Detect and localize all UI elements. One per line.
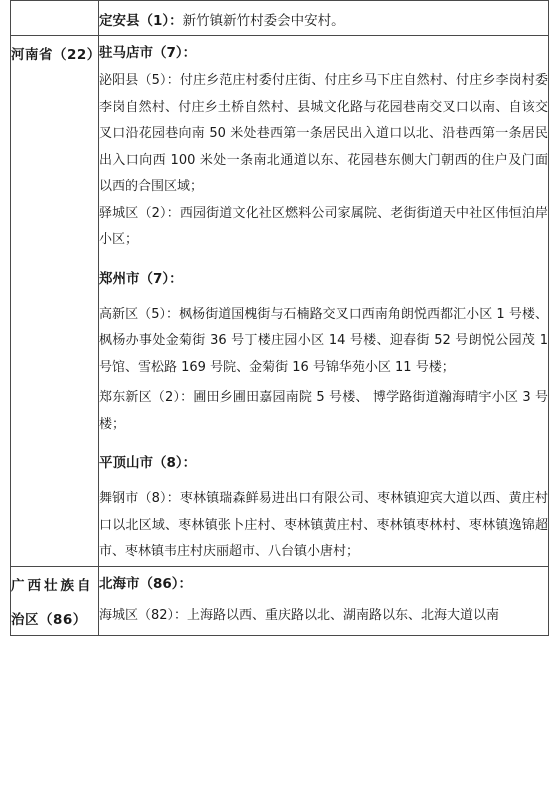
city-text-dingan: 新竹镇新竹村委会中安村。 bbox=[182, 13, 345, 29]
district-text: 枫杨街道国槐街与石楠路交叉口西南角朗悦西都汇小区 1 号楼、枫杨办事处金菊街 36 号丁楼庄园小区 14 号楼、迎春街 52 号朗悦公园茂 1 号馆、雪松路 169 号院、金菊街 16 号锦华苑小区 11 号楼； bbox=[99, 306, 548, 375]
content-cell-guangxi bbox=[99, 566, 549, 635]
content-cell-dingan bbox=[99, 1, 549, 36]
city-name-pingdingshan: 平顶山市（8）： bbox=[99, 455, 197, 471]
content-cell-henan bbox=[99, 36, 549, 567]
province-name-guangxi-line2: 治区（86） bbox=[11, 611, 87, 628]
city-name-dingan: 定安县（1）： bbox=[99, 13, 183, 29]
city-name-zhumadian: 驻马店市（7）： bbox=[99, 45, 197, 61]
district-name: 驿城区（2）： bbox=[99, 205, 180, 221]
city-name-beihai: 北海市（86）： bbox=[99, 575, 193, 592]
district-text: 西园街道文化社区燃料公司家属院、老街街道天中社区伟恒泊岸小区； bbox=[99, 205, 548, 247]
province-name-henan: 河南省（22） bbox=[11, 47, 101, 63]
risk-area-table bbox=[10, 0, 549, 636]
district-name: 郑东新区（2）： bbox=[99, 390, 194, 405]
district-name: 高新区（5）： bbox=[99, 306, 180, 322]
province-name-guangxi-line1: 广西壮族自 bbox=[11, 577, 94, 594]
district-text: 付庄乡范庄村委付庄街、付庄乡马下庄自然村、付庄乡李岗村委李岗自然村、付庄乡土桥自然村、县城文化路与花园巷南交叉口以南、自该交叉口沿花园巷向南 50 米处巷西第一条居民出入道口以北、沿巷西第一条居民出入口向西 100 米处一条南北通道以东、花园巷东侧大门朝西的住户及门面以西的合围区域； bbox=[99, 73, 548, 194]
district-wugang bbox=[99, 486, 548, 566]
province-cell-henan bbox=[11, 36, 99, 567]
city-name-zhengzhou: 郑州市（7）： bbox=[99, 270, 183, 287]
city-line-dingan bbox=[99, 1, 548, 35]
table-row-guangxi bbox=[11, 566, 549, 635]
district-text: 圃田乡圃田嘉园南院 5 号楼、 博学路街道瀚海晴宇小区 3 号楼； bbox=[99, 390, 548, 432]
district-name: 泌阳县（5）： bbox=[99, 73, 180, 88]
district-gaoxin bbox=[99, 302, 548, 382]
table-row-dingan bbox=[11, 1, 549, 36]
district-name: 舞钢市（8）： bbox=[99, 491, 180, 506]
district-text: 上海路以西、重庆路以北、湖南路以东、北海大道以南 bbox=[187, 607, 500, 623]
district-haicheng bbox=[99, 599, 548, 630]
district-biyang bbox=[99, 68, 548, 201]
district-text: 枣林镇瑞森鲜易进出口有限公司、枣林镇迎宾大道以西、黄庄村口以北区域、枣林镇张卜庄村、枣林镇黄庄村、枣林镇枣林村、枣林镇逸锦超市、枣林镇韦庄村庆丽超市、八台镇小唐村； bbox=[99, 491, 548, 559]
province-cell-empty bbox=[11, 1, 99, 36]
table-row-henan bbox=[11, 36, 549, 567]
district-name: 海城区（82）： bbox=[99, 607, 188, 623]
district-zhengdong bbox=[99, 385, 548, 438]
district-yicheng bbox=[99, 201, 548, 254]
province-cell-guangxi bbox=[11, 566, 99, 635]
